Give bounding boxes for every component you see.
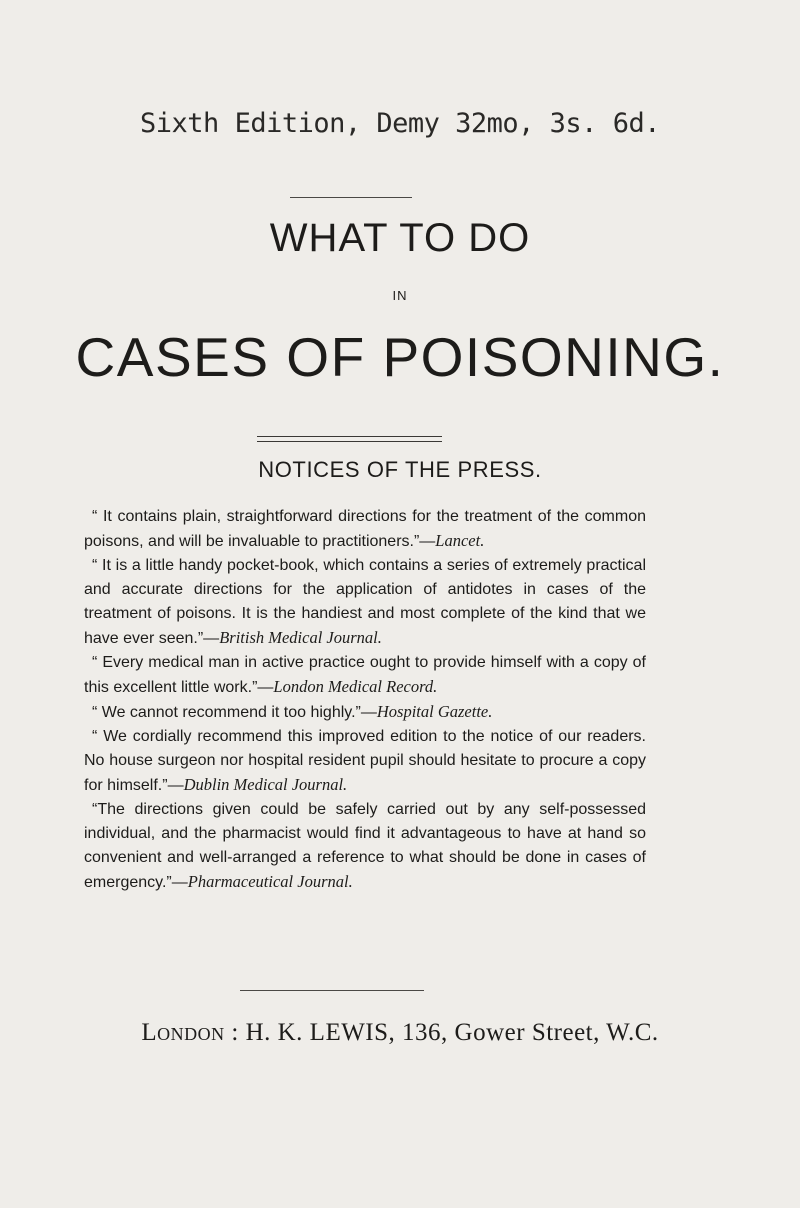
quote-source: Hospital Gazette. xyxy=(376,702,493,721)
press-quote xyxy=(84,700,646,725)
publisher-imprint xyxy=(0,1019,800,1047)
title-line-2: IN xyxy=(392,288,408,303)
divider-rule xyxy=(290,197,412,198)
bottom-divider-rule xyxy=(240,990,424,991)
title-line-1: WHAT TO DO xyxy=(269,216,531,260)
double-divider-rule xyxy=(257,436,442,442)
quote-source: British Medical Journal. xyxy=(219,628,382,647)
quote-source: Lancet. xyxy=(435,531,485,550)
quote-source: Dublin Medical Journal. xyxy=(183,775,348,794)
notices-heading: NOTICES OF THE PRESS. xyxy=(258,457,542,482)
press-quote xyxy=(84,505,646,554)
press-quote xyxy=(84,651,646,700)
quote-text: “ Every medical man in active practice ought to provide himself with a copy of this excellent little work.”— xyxy=(84,654,646,696)
title-line-3: CASES OF POISONING. xyxy=(75,326,725,388)
edition-line: Sixth Edition, Demy 32mo, 3s. 6d. xyxy=(140,108,660,139)
press-quotes xyxy=(84,505,646,895)
quote-text: “ It is a little handy pocket-book, which contains a series of extremely practical and accurate directions for the application of antidotes in cases of the treatment of poisons. It is the handiest and most complete of the kind that we have ever seen.”— xyxy=(84,557,646,647)
publisher-name-address: H. K. LEWIS, 136, Gower Street, W.C. xyxy=(245,1019,659,1046)
quote-text: “ We cannot recommend it too highly.”— xyxy=(92,704,377,721)
quote-source: Pharmaceutical Journal. xyxy=(187,872,353,891)
press-quote xyxy=(84,725,646,798)
press-quote xyxy=(84,798,646,895)
quote-text: “The directions given could be safely carried out by any self-possessed individual, and the pharmacist would find it advantageous to have at hand so convenient and well-arranged a reference to what should be done in cases of emergency.”— xyxy=(84,801,646,891)
quote-text: “ It contains plain, straightforward directions for the treatment of the common poisons, and will be invaluable to practitioners.”— xyxy=(84,508,646,550)
quote-source: London Medical Record. xyxy=(273,677,438,696)
publisher-city: London : xyxy=(141,1019,239,1046)
quote-text: “ We cordially recommend this improved edition to the notice of our readers. No house surgeon nor hospital resident pupil should hesitate to procure a copy for himself.”— xyxy=(84,728,646,794)
press-quote xyxy=(84,554,646,651)
